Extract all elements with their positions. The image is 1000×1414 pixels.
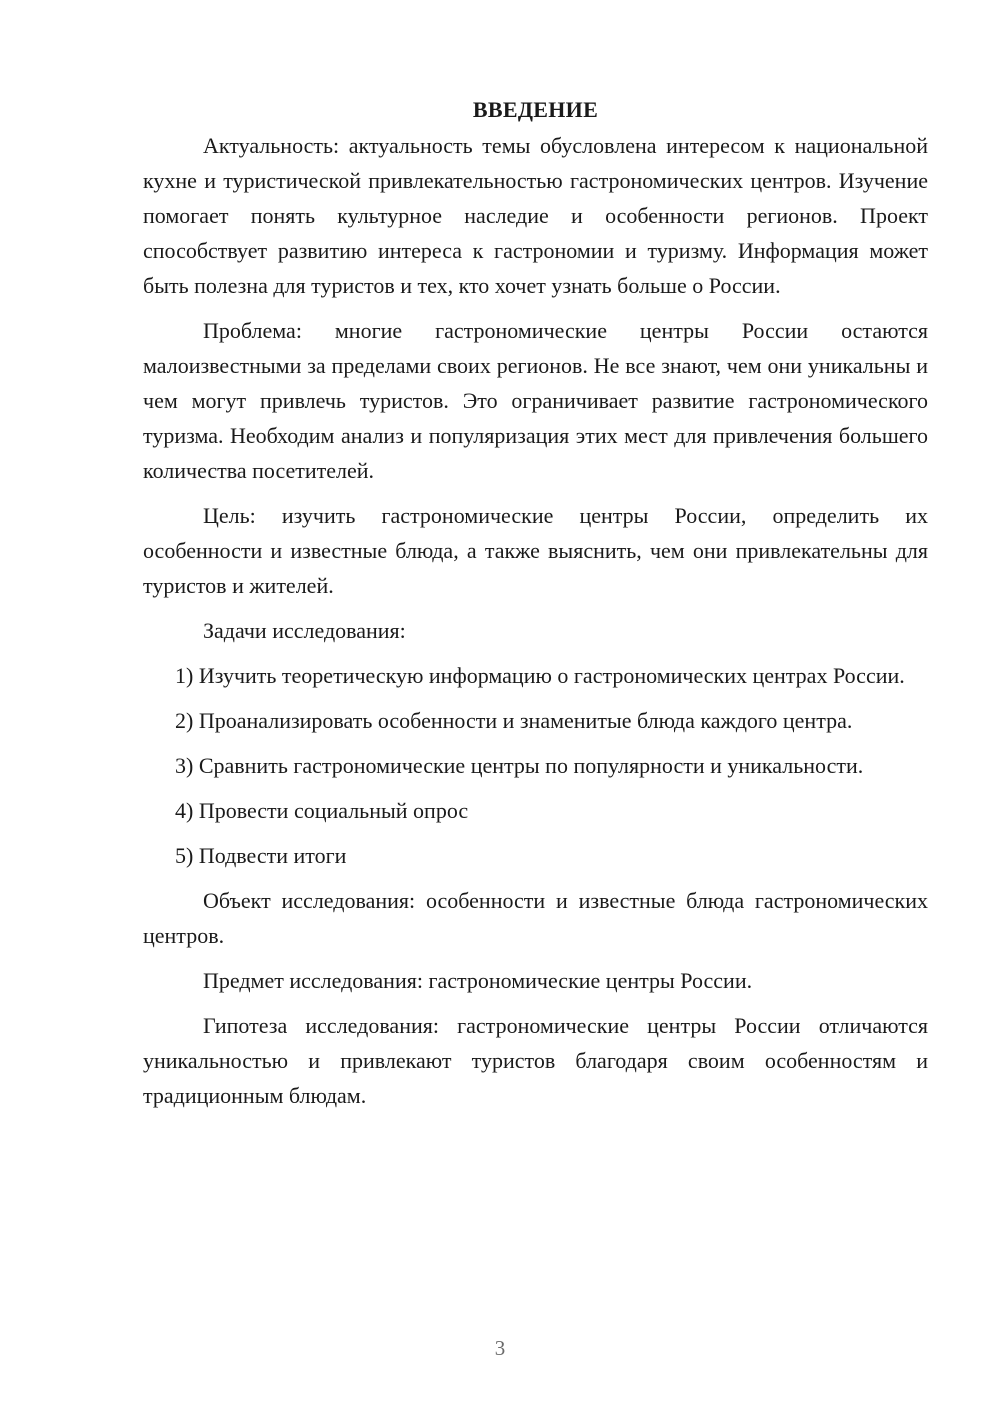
list-item: 1) Изучить теоретическую информацию о гастрономических центрах России. [175,663,905,688]
page-title: ВВЕДЕНИЕ [472,97,599,122]
tasks-list [143,658,928,873]
object-paragraph: Объект исследования: особенности и известные блюда гастрономических центров. [143,888,928,948]
tasks-title: Задачи исследования: [203,618,406,643]
page-number: 3 [494,1336,506,1360]
list-item: 5) Подвести итоги [175,843,347,868]
subject-paragraph: Предмет исследования: гастрономические центры России. [203,968,753,993]
list-item: 2) Проанализировать особенности и знаменитые блюда каждого центра. [175,708,853,733]
relevance-paragraph: Актуальность: актуальность темы обусловлена интересом к национальной кухне и туристической привлекательностью гастрономических центров. Изучение помогает понять культурное наследие и особенности регионов. Проект способствует развитию интереса к гастрономии и туризму. Информация может быть полезна для туристов и тех, кто хочет узнать больше о России. [143,133,928,298]
document-page [143,92,928,1113]
goal-paragraph: Цель: изучить гастрономические центры России, определить их особенности и известные блюда, а также выяснить, чем они привлекательны для туристов и жителей. [143,503,928,598]
list-item: 4) Провести социальный опрос [175,798,469,823]
list-item: 3) Сравнить гастрономические центры по популярности и уникальности. [175,753,864,778]
hypothesis-paragraph: Гипотеза исследования: гастрономические центры России отличаются уникальностью и привлекают туристов благодаря своим особенностям и традиционным блюдам. [143,1013,928,1108]
problem-paragraph: Проблема: многие гастрономические центры России остаются малоизвестными за пределами своих регионов. Не все знают, чем они уникальны и чем могут привлечь туристов. Это ограничивает развитие гастрономического туризма. Необходим анализ и популяризация этих мест для привлечения большего количества посетителей. [143,318,928,483]
